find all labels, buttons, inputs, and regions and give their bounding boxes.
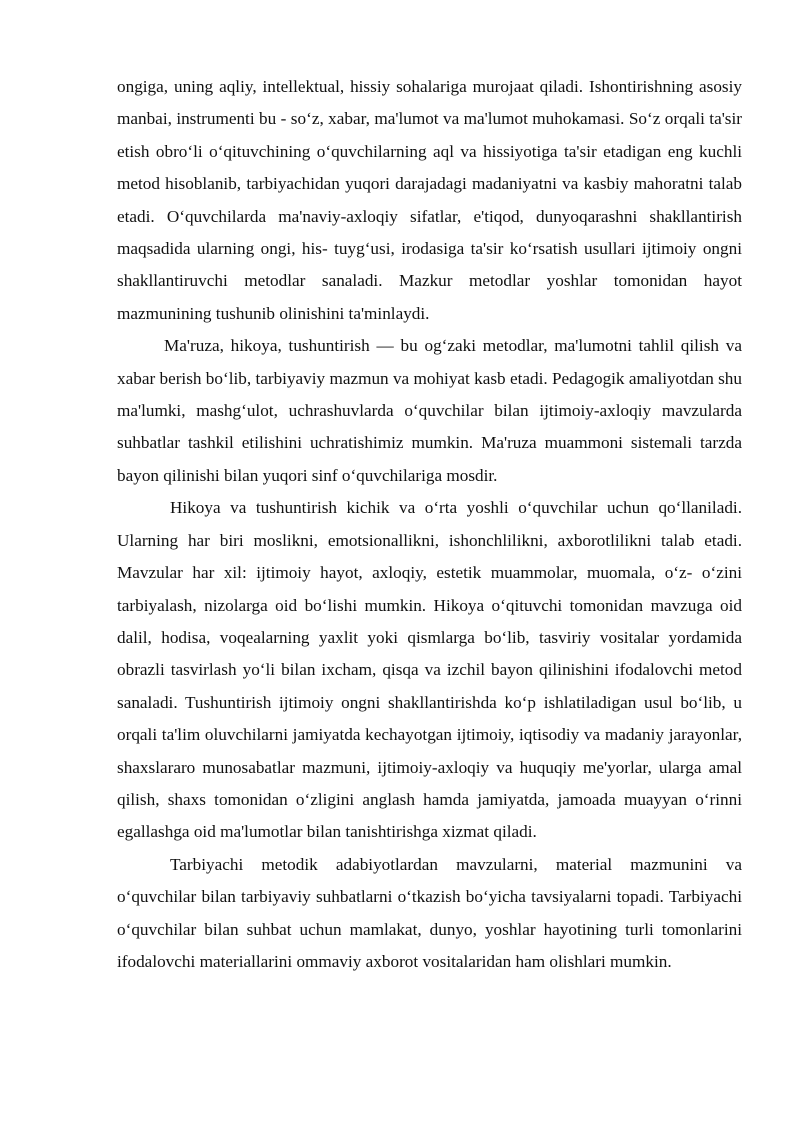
paragraph-educator-materials: Tarbiyachi metodik adabiyotlardan mavzularni, material mazmunini va o‘quvchilar bilan tarbiyaviy suhbatlarni o‘tkazish bo‘yicha tavsiyalarni topadi. Tarbiyachi o‘quvchilar bilan suhbat uchun mamlakat, dunyo, yoshlar hayotining turli tomonlarini ifodalovchi materiallarini ommaviy axborot vositalaridan ham olishlari mumkin.: [117, 854, 742, 971]
paragraph-continuation: ongiga, uning aqliy, intellektual, hissiy sohalariga murojaat qiladi. Ishontirishning asosiy manbai, instrumenti bu - so‘z, xabar, ma'lumot va ma'lumot muhokamasi. So‘z orqali ta'sir etish obro‘li o‘qituvchining o‘quvchilarning aql va hissiyotiga ta'sir etadigan eng kuchli metod hisoblanib, tarbiyachidan yuqori darajadagi madaniyatni va kasbiy mahoratni talab etadi. O‘quvchilarda ma'naviy-axloqiy sifatlar, e'tiqod, dunyoqarashni shakllantirish maqsadida ularning ongi, his- tuyg‘usi, irodasiga ta'sir ko‘rsatish usullari ijtimoiy ongni shakllantiruvchi metodlar sanaladi. Mazkur metodlar yoshlar tomonidan hayot mazmunining tushunib olinishini ta'minlaydi.: [117, 77, 742, 323]
paragraph-oral-methods: Ma'ruza, hikoya, tushuntirish — bu og‘zaki metodlar, ma'lumotni tahlil qilish va xabar berish bo‘lib, tarbiyaviy mazmun va mohiyat kasb etadi. Pedagogik amaliyotdan shu ma'lumki, mashg‘ulot, uchrashuvlarda o‘quvchilar bilan ijtimoiy-axloqiy mavzularda suhbatlar tashkil etilishini uchratishimiz mumkin. Ma'ruza muammoni sistemali tarzda bayon qilinishi bilan yuqori sinf o‘quvchilariga mosdir.: [117, 336, 742, 485]
paragraph-story-explanation: Hikoya va tushuntirish kichik va o‘rta yoshli o‘quvchilar uchun qo‘llaniladi. Ularning har biri moslikni, emotsionallikni, ishonchlilikni, axborotlilikni talab etadi. Mavzular har xil: ijtimoiy hayot, axloqiy, estetik muammolar, muomala, o‘z- o‘zini tarbiyalash, nizolarga oid bo‘lishi mumkin. Hikoya o‘qituvchi tomonidan mavzuga oid dalil, hodisa, voqealarning yaxlit yoki qismlarga bo‘lib, tasviriy vositalar yordamida obrazli tasvirlash yo‘li bilan ixcham, qisqa va izchil bayon qilinishini ifodalovchi metod sanaladi. Tushuntirish ijtimoiy ongni shakllantirishda ko‘p ishlatiladigan usul bo‘lib, u orqali ta'lim oluvchilarni jamiyatda kechayotgan ijtimoiy, iqtisodiy va madaniy jarayonlar, shaxslararo munosabatlar mazmuni, ijtimoiy-axloqiy va huquqiy me'yorlar, ularga amal qilish, shaxs tomonidan o‘zligini anglash hamda jamiyatda, jamoada muayyan o‘rinni egallashga oid ma'lumotlar bilan tanishtirishga xizmat qiladi.: [117, 498, 742, 842]
document-page: [117, 71, 742, 978]
